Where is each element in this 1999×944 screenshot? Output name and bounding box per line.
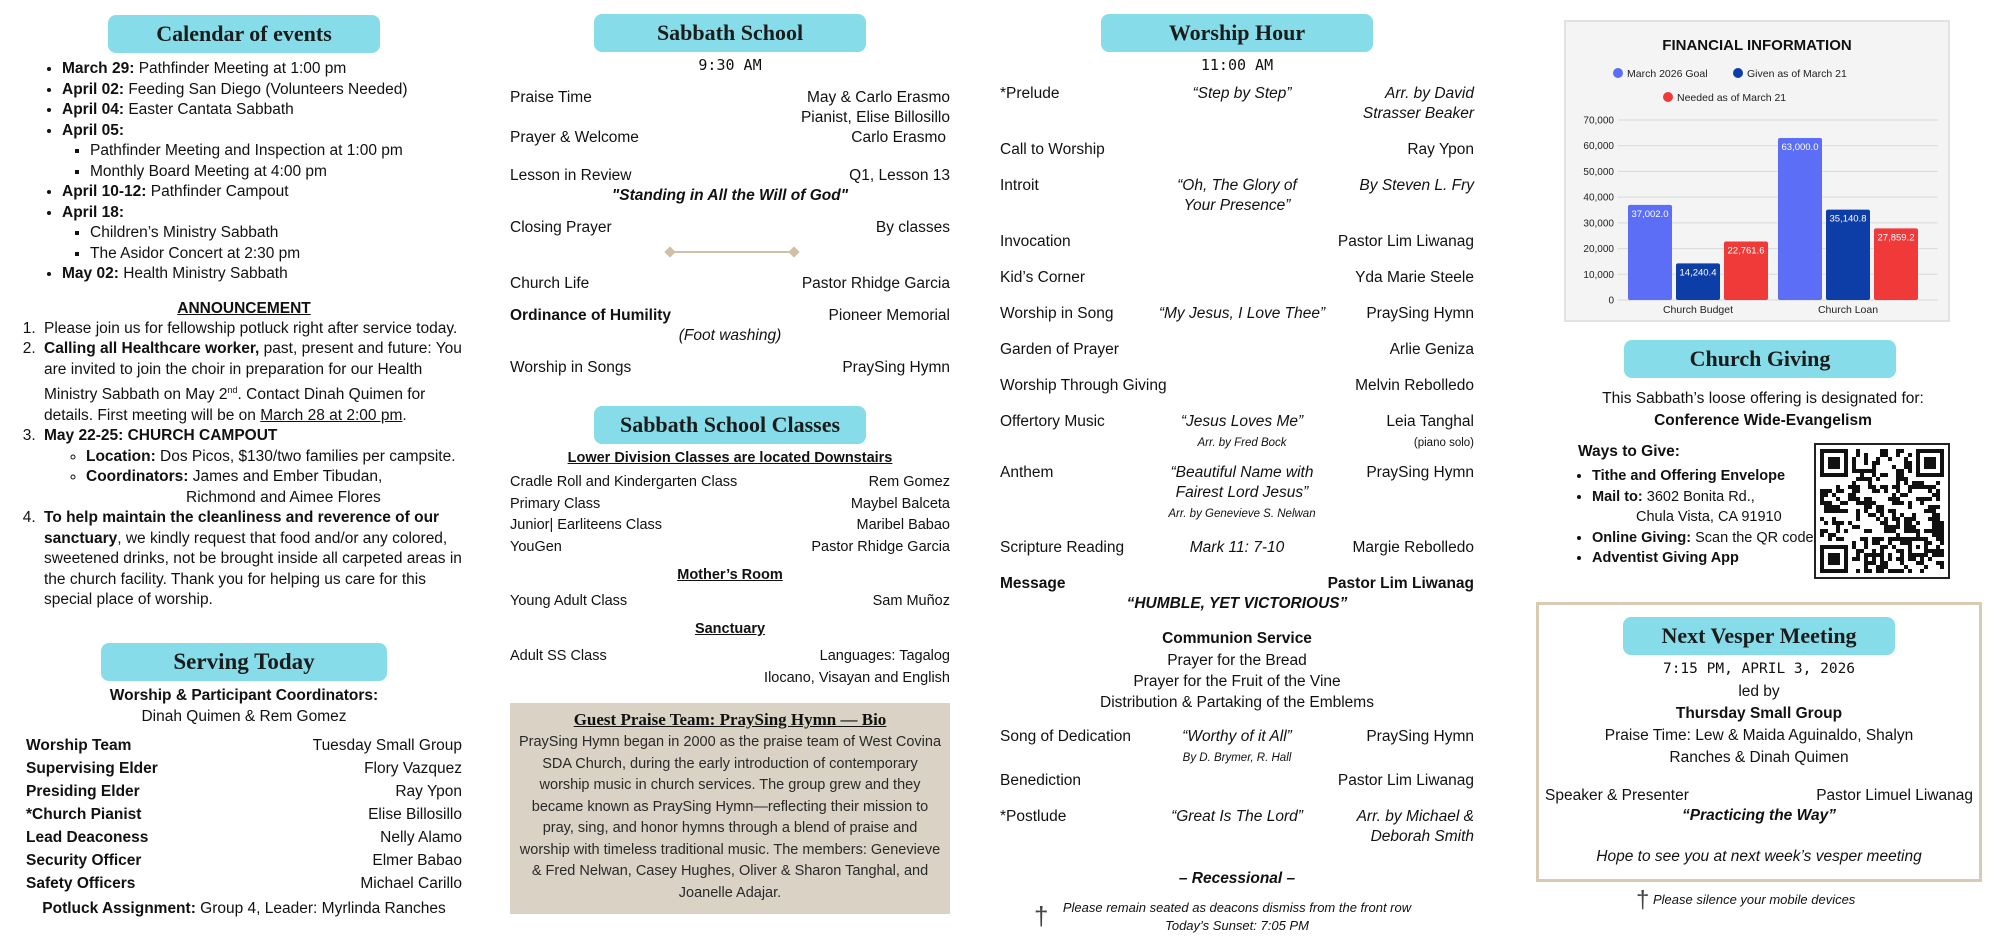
y-tick-label: 30,000: [1583, 218, 1614, 230]
worship-row: Garden of Prayer Arlie Geniza: [1000, 341, 1474, 358]
guest-bio-box: [510, 703, 950, 914]
class-row: Junior| Earliteens Class Maribel Babao: [510, 517, 950, 533]
column-finance: [1536, 0, 1990, 944]
worship-row: Introit “Oh, The Glory of Your Presence” By Steven L. Fry: [1000, 177, 1474, 214]
vesper-box: [1536, 602, 1982, 882]
giving-designation: Conference Wide-Evangelism: [1654, 412, 1872, 429]
calendar-item: • May 02: Health Ministry Sabbath: [62, 264, 462, 285]
worship-row: Kid’s Corner Yda Marie Steele: [1000, 269, 1474, 286]
calendar-item: • April 05: ▪ Pathfinder Meeting and Inspection at 1:00 pm ▪ Monthly Board Meeting at 4:00 pm: [62, 121, 462, 183]
y-tick-label: 60,000: [1583, 141, 1614, 153]
lower-division-list: [510, 472, 950, 558]
calendar-item: • March 29: Pathfinder Meeting at 1:00 pm: [62, 59, 462, 80]
y-tick-label: 50,000: [1583, 166, 1614, 178]
worship-row: Worship in Song “My Jesus, I Love Thee” PraySing Hymn: [1000, 305, 1474, 322]
ss-row-praise: Praise Time May & Carlo Erasmo Pianist, Elise Billosillo: [510, 89, 950, 126]
serving-row: *Church Pianist Elise Billosillo: [26, 805, 462, 823]
worship-row: Scripture Reading Mark 11: 7-10 Margie Rebolledo: [1000, 539, 1474, 556]
worship-row-anthem: Anthem “Beautiful Name with Fairest Lord Jesus” Arr. by Genevieve S. Nelwan PraySing Hymn: [1000, 464, 1474, 520]
serving-row: Worship Team Tuesday Small Group: [26, 736, 462, 754]
worship-row-message: Message Pastor Lim Liwanag: [1000, 575, 1474, 592]
ss-row-closing: Closing Prayer By classes: [510, 219, 950, 236]
mothers-room-heading: Mother’s Room: [677, 567, 783, 583]
bar-value-label: 37,002.0: [1631, 208, 1669, 220]
class-row: Young Adult Class Sam Muñoz: [510, 593, 950, 609]
legend-swatch: [1733, 68, 1743, 78]
column-worship: [1000, 0, 1474, 944]
y-tick-label: 70,000: [1583, 115, 1614, 127]
serving-roles: [26, 734, 462, 895]
vesper-time: 7:15 PM, APRIL 3, 2026: [1662, 661, 1856, 677]
calendar-item: • April 18: ▪ Children’s Ministry Sabbath ▪ The Asidor Concert at 2:30 pm: [62, 203, 462, 265]
bar: [1778, 138, 1822, 300]
bar-value-label: 14,240.4: [1679, 267, 1717, 279]
worship-title: Worship Hour: [1101, 14, 1373, 52]
lesson-title: "Standing in All the Will of God": [611, 187, 849, 204]
vesper-speaker-row: Speaker & Presenter Pastor Limuel Liwanag: [1545, 787, 1973, 804]
worship-row: Benediction Pastor Lim Liwanag: [1000, 772, 1474, 789]
guest-bio-text: PraySing Hymn began in 2000 as the praise team of West Covina SDA Church, during the early introduction of contemporary worship music in church services. The group grew and they became known as PraySing Hymn—reflecting their mission to pray, sing, and honor hymns through a blend of praise and worship with timeless traditional music. The members: Genevieve & Fred Nelwan, Casey Hughes, Oliver & Sharon Tanghal, and Joanelle Adajar.: [518, 734, 942, 901]
announcement-item: 3. May 22-25: CHURCH CAMPOUT ◦ Location: Dos Picos, $130/two families per campsite. ◦ Coordinators: James and Ember Tibudan, Richmond and Aimee Flores: [40, 426, 462, 508]
sabbath-school-title: Sabbath School: [594, 14, 866, 52]
potluck-assignment: Potluck Assignment: Group 4, Leader: Myrlinda Ranches: [42, 899, 446, 917]
lower-division-heading: Lower Division Classes are located Downstairs: [567, 450, 893, 466]
vesper-praise: Praise Time: Lew & Maida Aguinaldo, Shalyn Ranches & Dinah Quimen: [1604, 727, 1914, 766]
chart-title: FINANCIAL INFORMATION: [1662, 37, 1852, 54]
giving-intro: This Sabbath’s loose offering is designated for:: [1602, 390, 1924, 407]
sanctuary-heading: Sanctuary: [694, 621, 766, 637]
coordinators-names: Dinah Quimen & Rem Gomez: [141, 707, 347, 725]
communion-title: Communion Service: [1162, 630, 1312, 647]
ss-row-prayer: Prayer & Welcome Carlo Erasmo: [510, 129, 946, 146]
recessional: – Recessional –: [1178, 870, 1296, 887]
serving-row: Presiding Elder Ray Ypon: [26, 782, 462, 800]
qr-code[interactable]: [1814, 443, 1950, 579]
financial-chart: [1566, 22, 1948, 320]
announcement-list: [26, 319, 462, 611]
church-giving-title: Church Giving: [1624, 340, 1896, 378]
worship-row: Song of Dedication “Worthy of it All” By D. Brymer, R. Hall PraySing Hymn: [1000, 728, 1474, 764]
cross-icon: †: [1034, 901, 1049, 931]
y-tick-label: 20,000: [1583, 244, 1614, 256]
ss-row-church-life: Church Life Pastor Rhidge Garcia: [510, 275, 950, 292]
ways-to-give: Ways to Give: • Tithe and Offering Envelope • Mail to: 3602 Bonita Rd., Chula Vista, CA 91910 • Online Giving: Scan the QR code • Adventist Giving App: [1578, 440, 1818, 569]
class-row: YouGen Pastor Rhidge Garcia: [510, 538, 950, 555]
class-row: Primary Class Maybel Balceta: [510, 495, 950, 512]
communion-line: Distribution & Partaking of the Emblems: [1100, 694, 1374, 711]
x-tick-label: Church Loan: [1817, 304, 1879, 316]
bar-value-label: 27,859.2: [1877, 232, 1915, 244]
worship-row: Worship Through Giving Melvin Rebolledo: [1000, 377, 1474, 394]
serving-row: Lead Deaconess Nelly Alamo: [26, 828, 462, 846]
y-tick-label: 10,000: [1583, 269, 1614, 281]
worship-time: 11:00 AM: [1200, 56, 1274, 74]
communion-line: Prayer for the Bread: [1167, 652, 1307, 669]
worship-footnote: † Please remain seated as deacons dismiss from the front row Today’s Sunset: 7:05 PM: [1034, 900, 1412, 933]
worship-row-offertory: Offertory Music “Jesus Loves Me” Arr. by Fred Bock Leia Tanghal (piano solo): [1000, 413, 1474, 449]
x-tick-label: Church Budget: [1662, 304, 1734, 316]
calendar-list: [40, 59, 462, 285]
serving-row: Safety Officers Michael Carillo: [26, 874, 462, 892]
ornament-divider: [510, 238, 950, 268]
ss-classes-title: Sabbath School Classes: [594, 406, 866, 444]
ss-row-songs: Worship in Songs PraySing Hymn: [510, 359, 950, 376]
guest-bio-title: Guest Praise Team: PraySing Hymn — Bio: [573, 710, 887, 729]
sabbath-school-time: 9:30 AM: [698, 56, 762, 74]
chart-legend: [1613, 68, 1847, 104]
announcement-item: 1. Please join us for fellowship potluck right after service today.: [40, 319, 462, 340]
vesper-topic: “Practicing the Way”: [1682, 807, 1836, 824]
bar-value-label: 35,140.8: [1829, 213, 1867, 225]
legend-label: Needed as of March 21: [1677, 92, 1787, 104]
calendar-item: • April 10-12: Pathfinder Campout: [62, 182, 462, 203]
announcement-item: 4. To help maintain the cleanliness and reverence of our sanctuary, we kindly request that food and/or any colored, sweetened drinks, not be brought inside all carpeted areas in the church facility. Thank you for helping us care for this special place of worship.: [40, 508, 462, 611]
legend-swatch: [1663, 92, 1673, 102]
ordinance-note: (Foot washing): [678, 327, 782, 344]
communion-line: Prayer for the Fruit of the Vine: [1133, 673, 1341, 690]
legend-label: March 2026 Goal: [1627, 68, 1708, 80]
class-row: Cradle Roll and Kindergarten Class Rem Gomez: [510, 474, 950, 490]
serving-row: Supervising Elder Flory Vazquez: [26, 759, 462, 777]
worship-row: Invocation Pastor Lim Liwanag: [1000, 233, 1474, 250]
vesper-led-by: led by: [1738, 683, 1780, 700]
legend-swatch: [1613, 68, 1623, 78]
coordinators-label: Worship & Participant Coordinators:: [109, 686, 379, 704]
financial-chart-card: [1564, 20, 1950, 322]
chart-bars: [1628, 138, 1918, 316]
bar-value-label: 22,761.6: [1727, 245, 1765, 257]
class-row: Adult SS Class Languages: Tagalog Ilocano, Visayan and English: [510, 648, 950, 686]
legend-label: Given as of March 21: [1747, 68, 1847, 80]
vesper-title: Next Vesper Meeting: [1623, 617, 1895, 655]
cross-icon: †: [1636, 886, 1650, 914]
calendar-item: • April 04: Easter Cantata Sabbath: [62, 100, 462, 121]
y-tick-label: 40,000: [1583, 192, 1614, 204]
ss-row-lesson: Lesson in Review Q1, Lesson 13: [510, 167, 950, 184]
vesper-group: Thursday Small Group: [1675, 705, 1843, 722]
vesper-closing: Hope to see you at next week’s vesper meeting: [1596, 848, 1922, 865]
column-sabbath-school: [510, 0, 950, 944]
calendar-item: • April 02: Feeding San Diego (Volunteers Needed): [62, 80, 462, 101]
column-calendar: [26, 0, 462, 944]
serving-title: Serving Today: [101, 643, 387, 681]
worship-row: Call to Worship Ray Ypon: [1000, 141, 1474, 158]
ss-row-ordinance: Ordinance of Humility Pioneer Memorial: [510, 307, 950, 324]
announcement-item: 2. Calling all Healthcare worker, past, present and future: You are invited to join the choir in preparation for our Health Ministry Sabbath on May 2nd. Contact Dinah Quimen for details. First meeting will be on March 28 at 2:00 pm.: [40, 339, 462, 426]
announcement-heading: ANNOUNCEMENT: [177, 299, 311, 317]
footer-note: † Please silence your mobile devices: [1636, 886, 1856, 914]
serving-row: Security Officer Elmer Babao: [26, 851, 462, 869]
worship-row: *Prelude “Step by Step” Arr. by David Strasser Beaker: [1000, 85, 1474, 122]
calendar-title: Calendar of events: [108, 15, 380, 53]
worship-order: [1000, 84, 1474, 889]
bar-value-label: 63,000.0: [1781, 142, 1819, 153]
y-tick-label: 0: [1608, 295, 1614, 307]
worship-row: *Postlude “Great Is The Lord” Arr. by Michael & Deborah Smith: [1000, 808, 1474, 845]
message-title: “HUMBLE, YET VICTORIOUS”: [1126, 595, 1348, 612]
